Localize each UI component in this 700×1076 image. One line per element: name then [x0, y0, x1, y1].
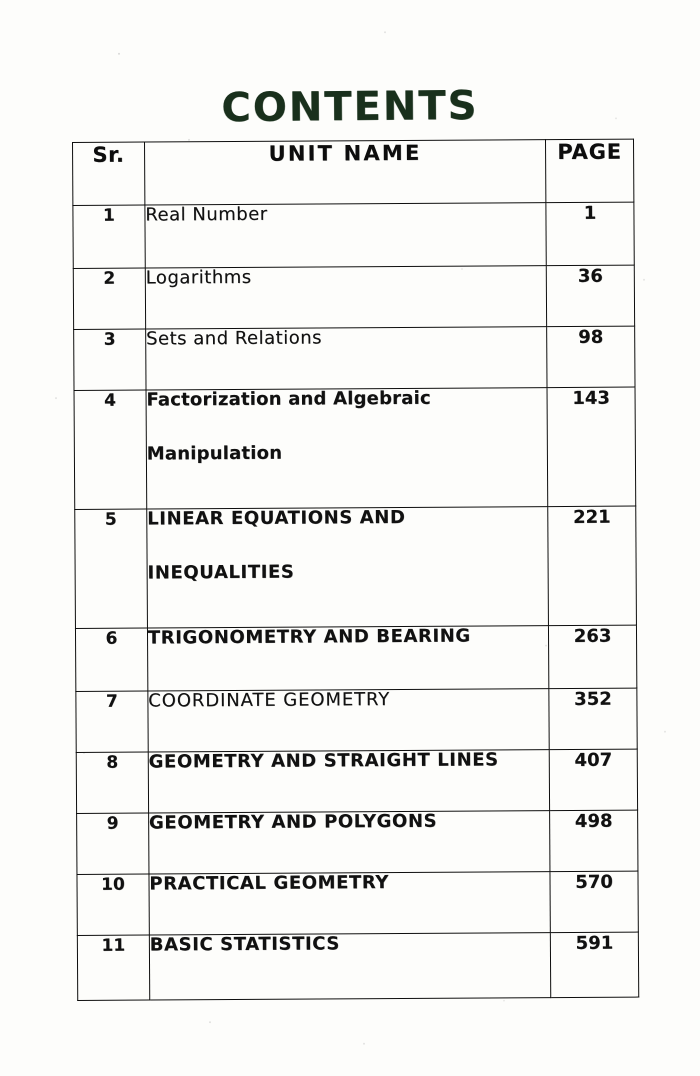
row-unit-name — [149, 872, 551, 935]
row-serial: 5 — [75, 509, 148, 628]
table-row[interactable] — [76, 749, 637, 813]
row-page-number: 591 — [550, 932, 638, 998]
table-row[interactable] — [75, 506, 637, 628]
unit-name-line: Manipulation — [146, 442, 283, 465]
table-row[interactable] — [73, 202, 634, 268]
row-serial: 1 — [73, 205, 145, 268]
row-unit-name — [147, 626, 549, 691]
unit-name-line: INEQUALITIES — [147, 561, 295, 584]
table-row[interactable] — [77, 871, 638, 935]
row-serial: 2 — [73, 268, 145, 329]
header-row — [73, 139, 634, 205]
unit-name-line: BASIC STATISTICS — [149, 933, 341, 956]
row-unit-name — [148, 689, 550, 752]
table-row[interactable] — [74, 387, 636, 509]
unit-name-line: Factorization and Algebraic — [146, 387, 431, 411]
column-header-sr: Sr. — [73, 142, 145, 205]
unit-name-line: TRIGONOMETRY AND BEARING — [147, 625, 471, 649]
table-row[interactable] — [74, 326, 635, 390]
row-serial: 6 — [75, 628, 147, 691]
contents-table — [72, 139, 639, 1001]
unit-name-line: LINEAR EQUATIONS AND — [147, 506, 406, 530]
unit-name-line: GEOMETRY AND POLYGONS — [148, 810, 438, 834]
unit-name-line: Real Number — [145, 203, 268, 226]
row-page-number: 36 — [546, 265, 634, 327]
row-serial: 4 — [74, 390, 147, 509]
row-page-number: 143 — [547, 387, 636, 507]
row-serial: 9 — [77, 813, 149, 874]
row-page-number: 98 — [547, 326, 635, 388]
row-serial: 10 — [77, 874, 149, 935]
page-title: CONTENTS — [221, 82, 479, 132]
unit-name-line: Sets and Relations — [146, 327, 323, 350]
row-unit-name — [147, 507, 549, 628]
row-unit-name — [146, 327, 548, 390]
row-page-number: 498 — [550, 810, 638, 872]
table-row[interactable] — [77, 932, 638, 1000]
unit-name-line: Logarithms — [145, 266, 252, 289]
row-page-number: 407 — [549, 749, 637, 811]
row-serial: 11 — [77, 935, 149, 1000]
table-header — [73, 139, 634, 205]
table-row[interactable] — [75, 625, 636, 691]
table-row[interactable] — [73, 265, 634, 329]
row-unit-name — [148, 811, 550, 874]
table-row[interactable] — [76, 688, 637, 752]
column-header-page: PAGE — [546, 139, 634, 203]
row-unit-name — [145, 266, 547, 329]
row-unit-name — [148, 750, 550, 813]
column-header-unit-name: UNIT NAME — [144, 140, 546, 205]
table-body — [73, 202, 639, 1000]
table-row[interactable] — [77, 810, 638, 874]
unit-name-line: PRACTICAL GEOMETRY — [149, 872, 390, 895]
unit-name-line: GEOMETRY AND STRAIGHT LINES — [148, 749, 499, 773]
row-serial: 3 — [74, 329, 146, 390]
row-serial: 8 — [76, 752, 148, 813]
row-serial: 7 — [76, 691, 148, 752]
row-page-number: 570 — [550, 871, 638, 933]
row-unit-name — [145, 203, 547, 268]
unit-name-line: COORDINATE GEOMETRY — [148, 689, 391, 712]
row-page-number: 352 — [549, 688, 637, 750]
row-page-number: 221 — [548, 506, 637, 626]
row-page-number: 1 — [546, 202, 634, 266]
row-unit-name — [149, 933, 551, 1000]
row-page-number: 263 — [549, 625, 637, 689]
row-unit-name — [146, 388, 548, 509]
